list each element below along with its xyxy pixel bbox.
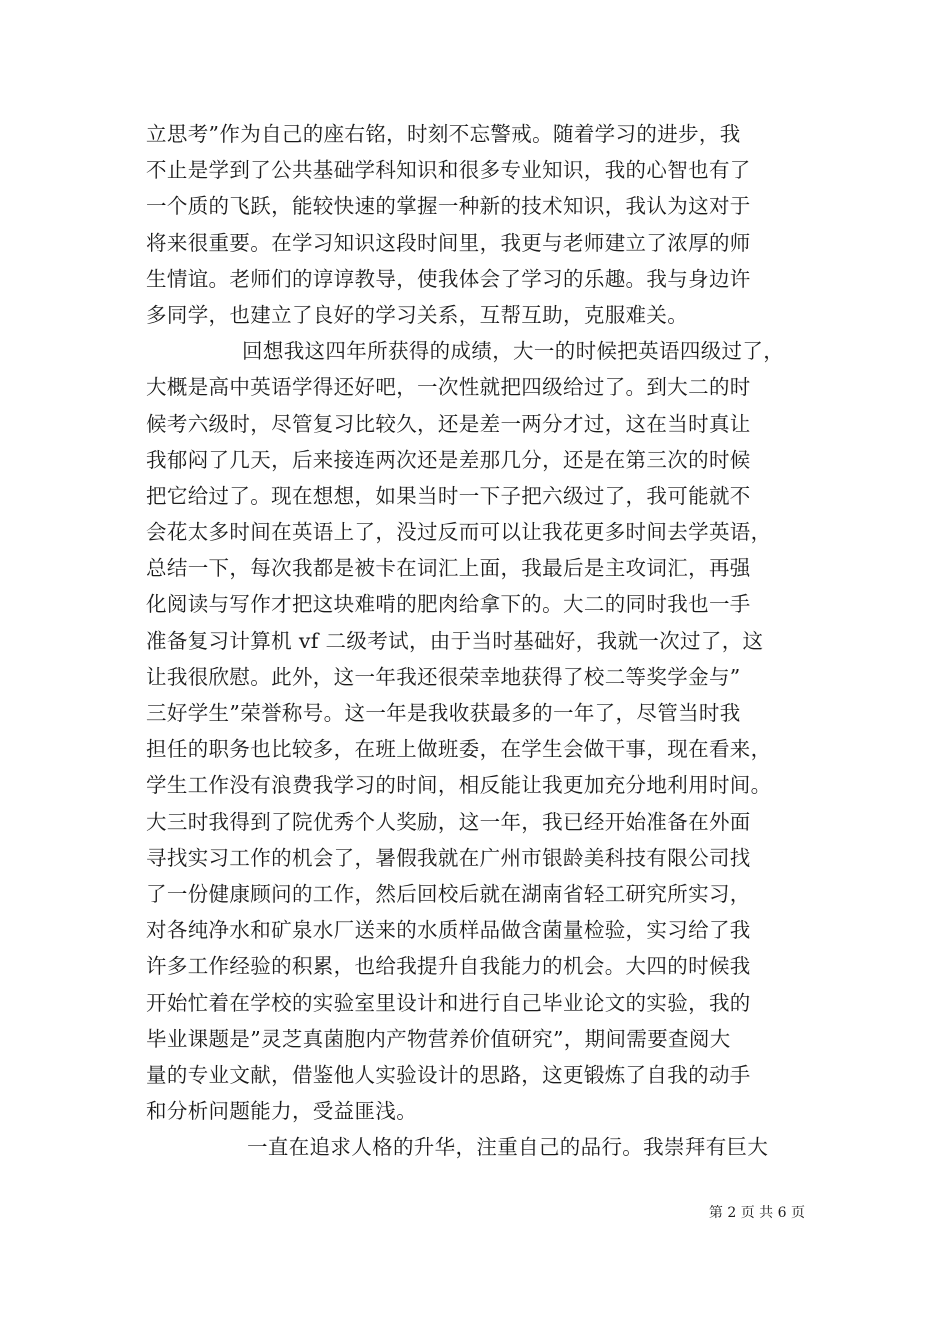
text-line: 大三时我得到了院优秀个人奖励，这一年，我已经开始准备在外面 — [146, 809, 751, 834]
text-line: 生情谊。老师们的谆谆教导，使我体会了学习的乐趣。我与身边许 — [146, 266, 751, 291]
text-line: 准备复习计算机 vf 二级考试，由于当时基础好，我就一次过了，这 — [146, 628, 764, 653]
paragraph-start-line: 回想我这四年所获得的成绩，大一的时候把英语四级过了， — [242, 339, 785, 364]
text-line: 立思考”作为自己的座右铭，时刻不忘警戒。随着学习的进步，我 — [146, 122, 741, 146]
text-line: 会花太多时间在英语上了，没过反而可以让我花更多时间去学英语， — [146, 520, 772, 545]
text-line: 总结一下，每次我都是被卡在词汇上面，我最后是主攻词汇，再强 — [146, 556, 751, 581]
text-line: 候考六级时，尽管复习比较久，还是差一两分才过，这在当时真让 — [146, 411, 751, 436]
paragraph-start-line: 一直在追求人格的升华，注重自己的品行。我崇拜有巨大 — [247, 1135, 769, 1160]
page-number: 第 2 页 共 6 页 — [708, 1205, 805, 1221]
text-line: 学生工作没有浪费我学习的时间，相反能让我更加充分地利用时间。 — [146, 773, 772, 798]
text-line: 对各纯净水和矿泉水厂送来的水质样品做含菌量检验，实习给了我 — [146, 918, 751, 943]
text-line: 将来很重要。在学习知识这段时间里，我更与老师建立了浓厚的师 — [146, 230, 751, 255]
text-line: 大概是高中英语学得还好吧，一次性就把四级给过了。到大二的时 — [146, 375, 751, 400]
text-line: 了一份健康顾问的工作，然后回校后就在湖南省轻工研究所实习， — [146, 881, 751, 906]
text-line: 让我很欣慰。此外，这一年我还很荣幸地获得了校二等奖学金与” — [146, 664, 741, 689]
text-line: 一个质的飞跃，能较快速的掌握一种新的技术知识，我认为这对于 — [146, 194, 751, 219]
text-line: 量的专业文献，借鉴他人实验设计的思路，这更锻炼了自我的动手 — [146, 1062, 751, 1087]
text-line: 寻找实习工作的机会了，暑假我就在广州市银龄美科技有限公司找 — [146, 845, 751, 870]
text-line: 把它给过了。现在想想，如果当时一下子把六级过了，我可能就不 — [146, 483, 751, 508]
text-line: 担任的职务也比较多，在班上做班委，在学生会做干事，现在看来， — [146, 737, 772, 762]
text-line: 许多工作经验的积累，也给我提升自我能力的机会。大四的时候我 — [146, 954, 751, 979]
text-line: 多同学，也建立了良好的学习关系，互帮互助，克服难关。 — [146, 302, 689, 327]
text-line: 和分析问题能力，受益匪浅。 — [146, 1099, 418, 1124]
text-line: 三好学生”荣誉称号。这一年是我收获最多的一年了，尽管当时我 — [146, 701, 741, 725]
text-line: 化阅读与写作才把这块难啃的肥肉给拿下的。大二的同时我也一手 — [146, 592, 751, 617]
text-line: 毕业课题是”灵芝真菌胞内产物营养价值研究”，期间需要查阅大 — [146, 1026, 731, 1051]
text-line: 开始忙着在学校的实验室里设计和进行自己毕业论文的实验，我的 — [146, 990, 751, 1015]
text-line: 我郁闷了几天，后来接连两次还是差那几分，还是在第三次的时候 — [146, 447, 751, 472]
body-text — [146, 116, 806, 1165]
text-line: 不止是学到了公共基础学科知识和很多专业知识，我的心智也有了 — [146, 158, 751, 183]
